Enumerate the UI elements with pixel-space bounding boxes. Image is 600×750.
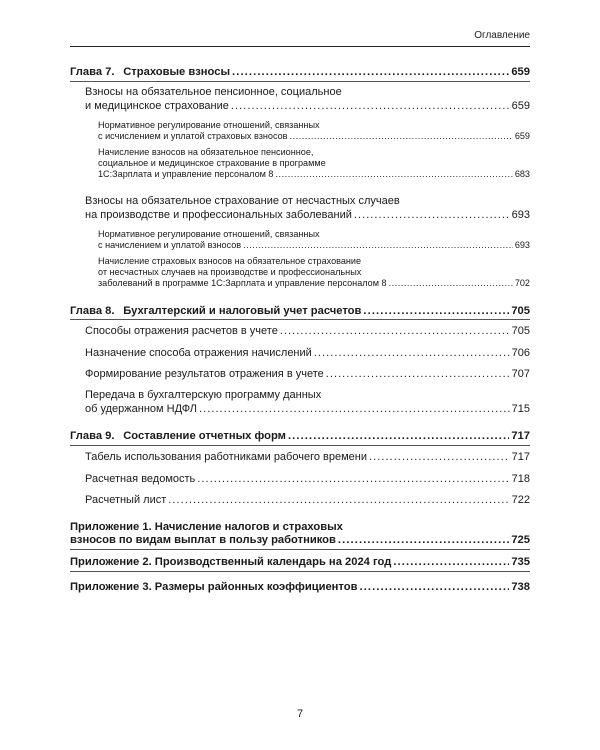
toc-page-number: 735 — [511, 556, 530, 568]
toc-section: Передача в бухгалтерскую программу данных об удержанном НДФЛ . . . 715 — [85, 389, 530, 416]
toc-section: Назначение способа отражения начислений . . . 706 — [85, 347, 530, 361]
toc-page-number: 718 — [511, 473, 530, 485]
chapter-divider — [70, 81, 530, 82]
toc-section: Формирование результатов отражения в учете . . . 707 — [85, 368, 530, 382]
toc-appendix-3 — [70, 581, 530, 594]
toc-title: Приложение 3. Размеры районных коэффициентов — [70, 581, 358, 593]
chapter-divider — [70, 445, 530, 446]
toc-title: Приложение 1. Начисление налогов и страховых — [70, 521, 343, 533]
toc-page-number: 659 — [514, 131, 530, 141]
toc-page-number: 705 — [511, 305, 530, 317]
toc-section: Расчетная ведомость . . . 718 — [85, 473, 530, 487]
toc-subsection: Нормативное регулирование отношений, связанных с начислением и уплатой взносов . . . 693 — [98, 229, 530, 251]
toc-chapter-7 — [70, 66, 530, 79]
appendix-divider — [70, 571, 530, 572]
toc-page-number: 738 — [511, 581, 530, 593]
chapter-divider — [70, 319, 530, 320]
toc-page-number: 702 — [514, 278, 530, 288]
appendix-divider — [70, 549, 530, 550]
page-number: 7 — [296, 708, 304, 720]
toc-chapter-9 — [70, 430, 530, 443]
toc-page-number: 722 — [511, 494, 530, 506]
toc-chapter-8 — [70, 305, 530, 318]
toc-title: Приложение 2. Производственный календарь на 2024 год — [70, 556, 392, 568]
toc-page-number: 693 — [514, 240, 530, 250]
toc-section: Способы отражения расчетов в учете . . . 705 — [85, 325, 530, 339]
toc-page-number: 706 — [511, 347, 530, 359]
toc-page-number: 683 — [514, 169, 530, 179]
toc-page-number: 715 — [511, 402, 530, 415]
header-rule — [70, 46, 530, 47]
toc-page-number: 725 — [511, 534, 530, 546]
toc-section: Табель использования работниками рабочего времени . . . 717 — [85, 451, 530, 465]
toc-title: Глава 9. Составление отчетных форм — [70, 430, 286, 442]
toc-title: Глава 7. Страховые взносы — [70, 66, 231, 78]
toc-page-number: 693 — [511, 208, 530, 221]
toc-page-number: 717 — [511, 430, 530, 442]
toc-page-number: 659 — [511, 66, 530, 78]
toc-page-number: 659 — [511, 99, 530, 112]
toc-page-number: 707 — [511, 368, 530, 380]
toc-appendix-2 — [70, 556, 530, 569]
running-header: Оглавление — [474, 30, 530, 41]
toc-section: Взносы на обязательное пенсионное, социальное и медицинское страхование . . . 659 — [85, 86, 530, 113]
toc-section: Расчетный лист . . . 722 — [85, 494, 530, 508]
toc-subsection: Начисление взносов на обязательное пенсионное, социальное и медицинское страхование в программе 1С:Зарплата и управление персоналом 8 . . . 683 — [98, 147, 530, 180]
toc-subsection: Начисление страховых взносов на обязательное страхование от несчастных случаев на производстве и профессиональных заболеваний в программе 1С:Зарплата и управление персоналом 8 . . . 702 — [98, 256, 530, 289]
toc-subsection: Нормативное регулирование отношений, связанных с исчислением и уплатой страховых взносов . . . 659 — [98, 120, 530, 142]
toc-title: Глава 8. Бухгалтерский и налоговый учет расчетов — [70, 305, 362, 317]
toc-appendix-1: Приложение 1. Начисление налогов и страховых взносов по видам выплат в пользу работников . . . 725 — [70, 521, 530, 547]
toc-page-number: 705 — [511, 325, 530, 337]
toc-section: Взносы на обязательное страхование от несчастных случаев на производстве и профессиональных заболеваний . . . 693 — [85, 195, 530, 222]
toc-page-number: 717 — [511, 451, 530, 463]
